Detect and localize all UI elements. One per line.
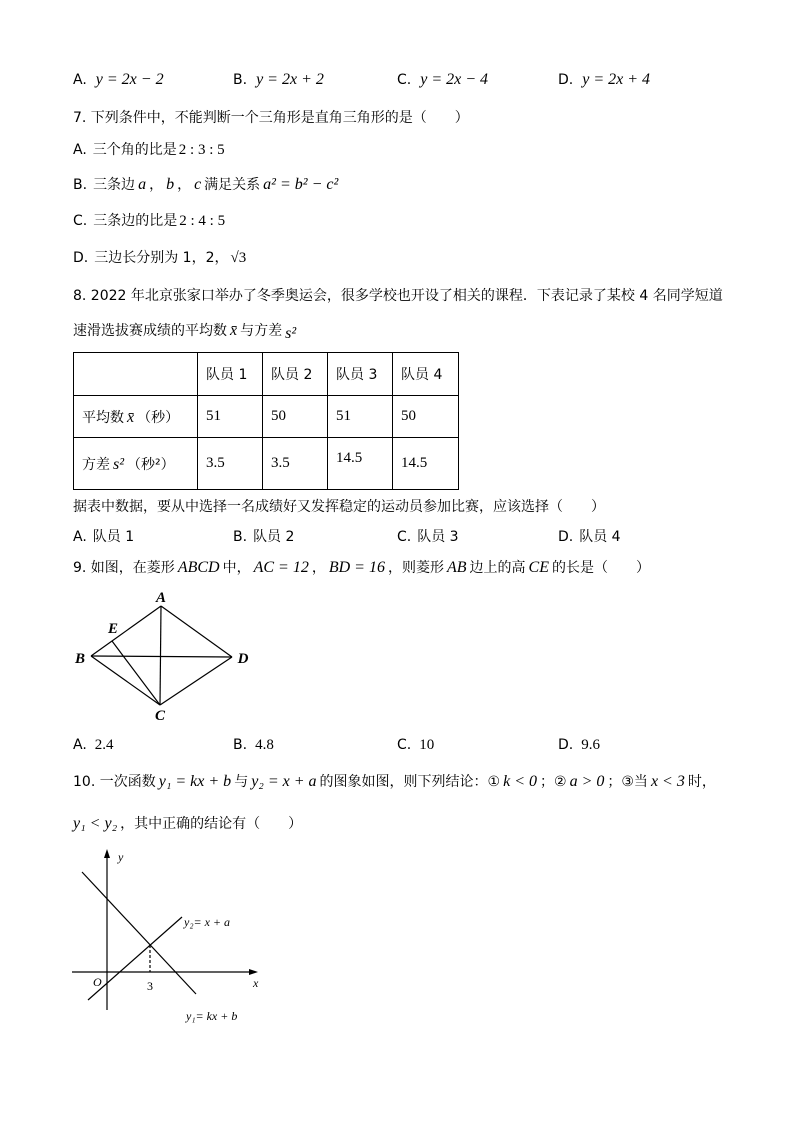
side-ab	[91, 606, 161, 656]
stem-text: 与	[234, 774, 249, 790]
cell-value: 3.5	[271, 455, 290, 471]
rhombus-figure	[60, 580, 260, 730]
header-player-3: 队员 3	[328, 353, 393, 396]
stem-math: CE	[528, 559, 549, 576]
option-letter: B.	[233, 737, 248, 753]
stem-text: 速滑选拔赛成绩的平均数	[73, 323, 227, 339]
option-text: 队员 1	[92, 529, 135, 545]
q6-option-c	[397, 70, 491, 90]
vertex-label-a: A	[155, 590, 167, 606]
option-letter: B.	[73, 177, 88, 193]
q9-option-b	[233, 735, 276, 755]
option-ratio: 2 : 4 : 5	[179, 213, 226, 229]
option-expression: y = 2x + 2	[256, 71, 324, 88]
stem-text: 9. 如图，在菱形	[73, 560, 175, 576]
option-equation: a² = b² − c²	[263, 176, 339, 193]
cell-value: 51	[206, 408, 221, 424]
q8-option-c	[397, 527, 459, 547]
side-bc	[91, 656, 160, 705]
diagonal-bd	[91, 656, 232, 657]
q8-stem-line2	[73, 321, 299, 341]
option-text: 队员 3	[417, 529, 459, 545]
cell-value: 50	[271, 408, 286, 424]
q8-question: 据表中数据，要从中选择一名成绩好又发挥稳定的运动员参加比赛，应该选择（ ）	[73, 499, 605, 515]
q7-stem: 7. 下列条件中，不能判断一个三角形是直角三角形的是（ ）	[73, 110, 469, 126]
option-text: 队员 4	[579, 529, 621, 545]
line-label-y1: y₁= kx + b	[186, 1009, 238, 1023]
stem-math: y₂ = x + a	[251, 773, 317, 790]
option-value: 9.6	[581, 737, 600, 753]
q8-option-d	[558, 527, 621, 547]
side-ad	[161, 606, 232, 657]
q6-option-d	[558, 70, 653, 90]
table-cell	[328, 396, 393, 438]
var-b: b	[166, 176, 175, 193]
stem-text: 的长是（ ）	[551, 560, 650, 576]
q8-stem-line1: 8. 2022 年北京张家口举办了冬季奥运会，很多学校也开设了相关的课程．下表记录了某校 4 名同学短道	[73, 288, 723, 304]
header-player-2: 队员 2	[263, 353, 328, 396]
option-text: 队员 2	[253, 529, 295, 545]
table-cell	[198, 396, 263, 438]
table-cell	[393, 396, 459, 438]
cell-value: 3.5	[206, 455, 225, 471]
x-axis-arrow-icon	[249, 969, 258, 975]
q10-stem-line2	[73, 814, 302, 834]
q8-option-a	[73, 527, 134, 547]
q6-option-b	[233, 70, 327, 90]
option-text: 三条边的比是	[93, 213, 178, 229]
y-axis-label: y	[118, 850, 124, 864]
variance-symbol: s²	[113, 455, 125, 473]
option-value: 10	[419, 737, 435, 753]
q10-stem-line1	[73, 772, 716, 792]
table-corner-cell	[74, 353, 198, 396]
table-row-variance	[74, 438, 459, 490]
table-cell	[198, 438, 263, 490]
stem-text: ；③当	[607, 774, 648, 790]
linear-functions-graph	[60, 845, 270, 1035]
option-letter: D.	[558, 737, 574, 753]
vertex-label-b: B	[74, 651, 86, 667]
stem-math: k < 0	[503, 773, 538, 790]
stem-text: 的图象如图，则下列结论：①	[319, 774, 501, 790]
origin-label: O	[93, 975, 102, 989]
y-axis-arrow-icon	[104, 849, 110, 858]
vertex-label-d: D	[237, 651, 249, 667]
q9-stem	[73, 558, 650, 578]
cell-value: 14.5	[336, 450, 363, 466]
stem-text: ，	[311, 560, 326, 576]
option-letter: C.	[73, 213, 88, 229]
q9-options-row	[0, 735, 794, 755]
stem-text: 10. 一次函数	[73, 774, 156, 790]
option-letter: A.	[73, 142, 87, 158]
row-unit: （秒）	[137, 409, 180, 426]
row-label-text: 平均数	[82, 409, 124, 426]
row-label-mean	[74, 396, 198, 438]
stem-text: 与方差	[240, 323, 283, 339]
altitude-ce	[112, 641, 160, 705]
option-letter: C.	[397, 72, 412, 88]
option-letter: B.	[233, 529, 248, 545]
q7-option-a	[73, 140, 227, 160]
variance-symbol: s²	[285, 325, 297, 342]
q6-options-row	[0, 70, 794, 90]
q8-option-b	[233, 527, 294, 547]
option-value: 4.8	[255, 737, 274, 753]
vertex-label-c: C	[154, 708, 166, 724]
option-value: 2.4	[94, 737, 114, 753]
stem-text: 时，	[687, 774, 716, 790]
option-ratio: 2 : 3 : 5	[178, 142, 225, 158]
stem-math: BD = 16	[328, 559, 385, 576]
stem-math: AC = 12	[253, 559, 309, 576]
line-label-y2: y₂= x + a	[184, 915, 231, 929]
stem-math: AB	[446, 559, 467, 576]
option-expression: y = 2x − 4	[420, 71, 489, 88]
option-expression: y = 2x + 4	[582, 71, 651, 88]
table-cell	[263, 438, 328, 490]
q6-option-a	[73, 70, 167, 90]
mean-symbol: x̄	[230, 322, 238, 339]
option-text: 三条边	[93, 177, 136, 193]
option-root: √3	[230, 250, 247, 266]
q7-option-d	[73, 248, 248, 268]
point-label-e: E	[107, 621, 119, 637]
tick-label-3: 3	[147, 979, 153, 993]
stem-text: 边上的高	[469, 560, 526, 576]
stem-math: ABCD	[177, 559, 220, 576]
q9-option-a	[73, 735, 116, 755]
option-text: 满足关系	[204, 177, 261, 193]
option-text: 三个角的比是	[92, 142, 177, 158]
separator: ，	[177, 177, 192, 193]
table-cell	[328, 438, 393, 490]
x-axis-label: x	[253, 976, 259, 990]
stem-text: ，其中正确的结论有（ ）	[120, 816, 303, 832]
row-label-text: 方差	[82, 456, 110, 473]
stem-math: x < 3	[650, 773, 685, 790]
stem-math: a > 0	[569, 773, 605, 790]
cell-value: 14.5	[401, 455, 428, 471]
q8-options-row	[0, 527, 794, 547]
stem-text: 中，	[222, 560, 251, 576]
table-cell	[393, 438, 459, 490]
stem-text: ；②	[540, 774, 567, 790]
results-table	[73, 352, 459, 490]
table-row-mean	[74, 396, 459, 438]
option-letter: D.	[558, 529, 574, 545]
var-c: c	[194, 176, 202, 193]
cell-value: 51	[336, 408, 351, 424]
diagonal-ac	[160, 606, 161, 705]
separator: ，	[149, 177, 164, 193]
mean-symbol: x̄	[127, 408, 135, 426]
stem-math: y₁ = kx + b	[158, 773, 232, 790]
var-a: a	[138, 176, 147, 193]
option-text: 三边长分别为 1，2，	[94, 250, 229, 266]
option-letter: C.	[397, 737, 412, 753]
option-letter: D.	[558, 72, 574, 88]
option-expression: y = 2x − 2	[95, 71, 164, 88]
option-letter: D.	[73, 250, 89, 266]
row-unit: （秒²）	[127, 456, 175, 473]
side-cd	[160, 657, 232, 705]
cell-value: 50	[401, 408, 416, 424]
q7-option-b	[73, 175, 341, 195]
q9-option-d	[558, 735, 602, 755]
option-letter: A.	[73, 529, 87, 545]
header-player-1: 队员 1	[198, 353, 263, 396]
option-letter: A.	[73, 72, 87, 88]
option-letter: B.	[233, 72, 248, 88]
option-letter: A.	[73, 737, 87, 753]
stem-math: y₁ < y₂	[73, 815, 118, 832]
table-header-row	[74, 353, 459, 396]
stem-text: ，则菱形	[387, 560, 444, 576]
header-player-4: 队员 4	[393, 353, 459, 396]
row-label-variance	[74, 438, 198, 490]
q9-option-c	[397, 735, 436, 755]
option-letter: C.	[397, 529, 412, 545]
q7-option-c	[73, 211, 227, 231]
table-cell	[263, 396, 328, 438]
